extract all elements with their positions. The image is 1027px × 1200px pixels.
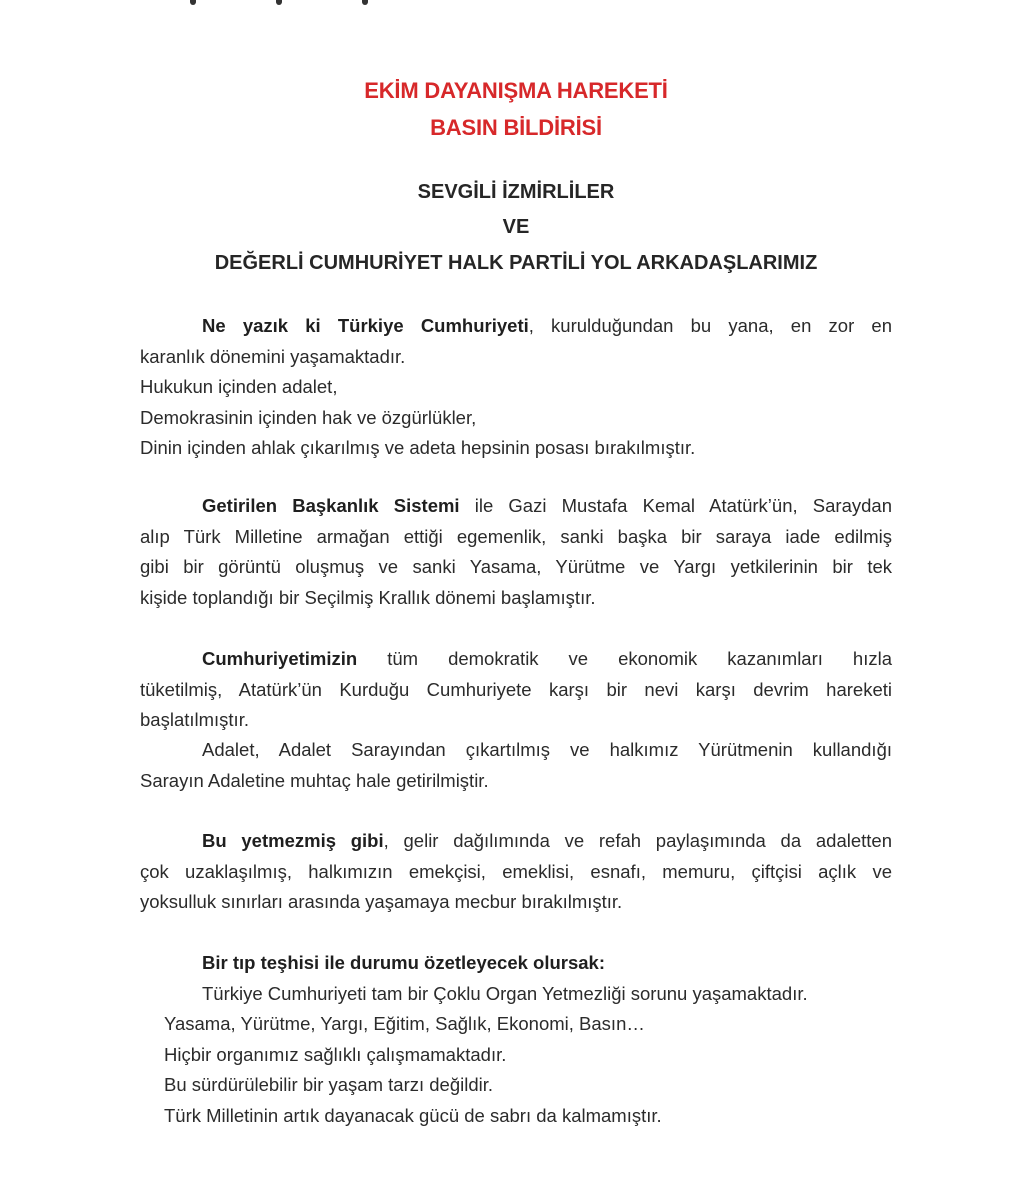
paragraph-line: Türkiye Cumhuriyeti tam bir Çoklu Organ Yetmezliği sorunu yaşamaktadır. xyxy=(202,982,808,1004)
paragraph-line xyxy=(140,491,892,522)
bold-heading: Bir tıp teşhisi ile durumu özetleyecek olursak: xyxy=(202,952,606,973)
organization-title: EKİM DAYANIŞMA HAREKETİ xyxy=(364,78,668,103)
paragraph-line: yoksulluk sınırları arasında yaşamaya mecbur bırakılmıştır. xyxy=(140,891,623,912)
paragraph-line: kişide toplandığı bir Seçilmiş Krallık dönemi başlamıştır. xyxy=(140,586,596,608)
document-type-title: BASIN BİLDİRİSİ xyxy=(430,115,602,140)
text-run: , kurulduğundan bu yana, en zor en xyxy=(528,315,892,336)
paragraph-5 xyxy=(140,826,892,918)
bold-lead: Cumhuriyetimizin xyxy=(202,648,358,669)
bold-lead: Ne yazık ki Türkiye Cumhuriyeti xyxy=(202,315,529,336)
paragraph-line: Demokrasinin içinden hak ve özgürlükler, xyxy=(140,406,477,428)
paragraph-line: gibi bir görüntü oluşmuş ve sanki Yasama, Yürütme ve Yargı yetkilerinin bir tek xyxy=(140,556,892,577)
bold-lead: Bu yetmezmiş gibi xyxy=(202,830,384,851)
salutation-line-2: VE xyxy=(502,216,530,238)
text-run: ile Gazi Mustafa Kemal Atatürk’ün, Saraydan xyxy=(459,495,892,516)
text-run: tüm demokratik ve ekonomik kazanımları hızla xyxy=(357,648,892,669)
paragraph-line xyxy=(140,311,892,342)
paragraph-2 xyxy=(140,491,892,613)
salutation-line-3: DEĞERLİ CUMHURİYET HALK PARTİLİ YOL ARKADAŞLARIMIZ xyxy=(214,252,818,274)
paragraph-line: çok uzaklaşılmış, halkımızın emekçisi, emeklisi, esnafı, memuru, çiftçisi açlık ve xyxy=(140,860,892,882)
paragraph-line: alıp Türk Milletine armağan ettiği egemenlik, sanki başka bir saraya iade edilmiş xyxy=(140,525,892,547)
bold-lead: Getirilen Başkanlık Sistemi xyxy=(202,495,460,516)
paragraph-line: Hiçbir organımız sağlıklı çalışmamaktadır. xyxy=(164,1043,507,1065)
paragraph-line: karanlık dönemini yaşamaktadır. xyxy=(140,345,406,367)
salutation-line-1: SEVGİLİ İZMİRLİLER xyxy=(417,181,615,203)
paragraph-line xyxy=(140,644,892,675)
cropped-previous-text-fragment xyxy=(190,0,450,6)
paragraph-line: Türk Milletinin artık dayanacak gücü de sabrı da kalmamıştır. xyxy=(164,1104,662,1126)
paragraph-1 xyxy=(140,311,892,464)
paragraph-line: Dinin içinden ahlak çıkarılmış ve adeta hepsinin posası bırakılmıştır. xyxy=(140,437,696,458)
paragraph-line: başlatılmıştır. xyxy=(140,709,249,730)
paragraph-line: Hukukun içinden adalet, xyxy=(140,376,338,397)
paragraph-6-diagnosis xyxy=(140,948,892,1131)
paragraph-line: Yasama, Yürütme, Yargı, Eğitim, Sağlık, Ekonomi, Basın… xyxy=(164,1013,645,1034)
paragraph-line: Adalet, Adalet Sarayından çıkartılmış ve halkımız Yürütmenin kullandığı xyxy=(202,739,892,760)
paragraph-4 xyxy=(140,735,892,796)
paragraph-line: Bu sürdürülebilir bir yaşam tarzı değildir. xyxy=(164,1074,494,1095)
paragraph-heading xyxy=(140,948,892,979)
paragraph-line xyxy=(140,826,892,857)
paragraph-line: tüketilmiş, Atatürk’ün Kurduğu Cumhuriyete karşı bir nevi karşı devrim hareketi xyxy=(140,678,892,700)
paragraph-line: Sarayın Adaletine muhtaç hale getirilmiştir. xyxy=(140,769,489,791)
text-run: , gelir dağılımında ve refah paylaşımında da adaletten xyxy=(383,830,892,851)
paragraph-3 xyxy=(140,644,892,736)
